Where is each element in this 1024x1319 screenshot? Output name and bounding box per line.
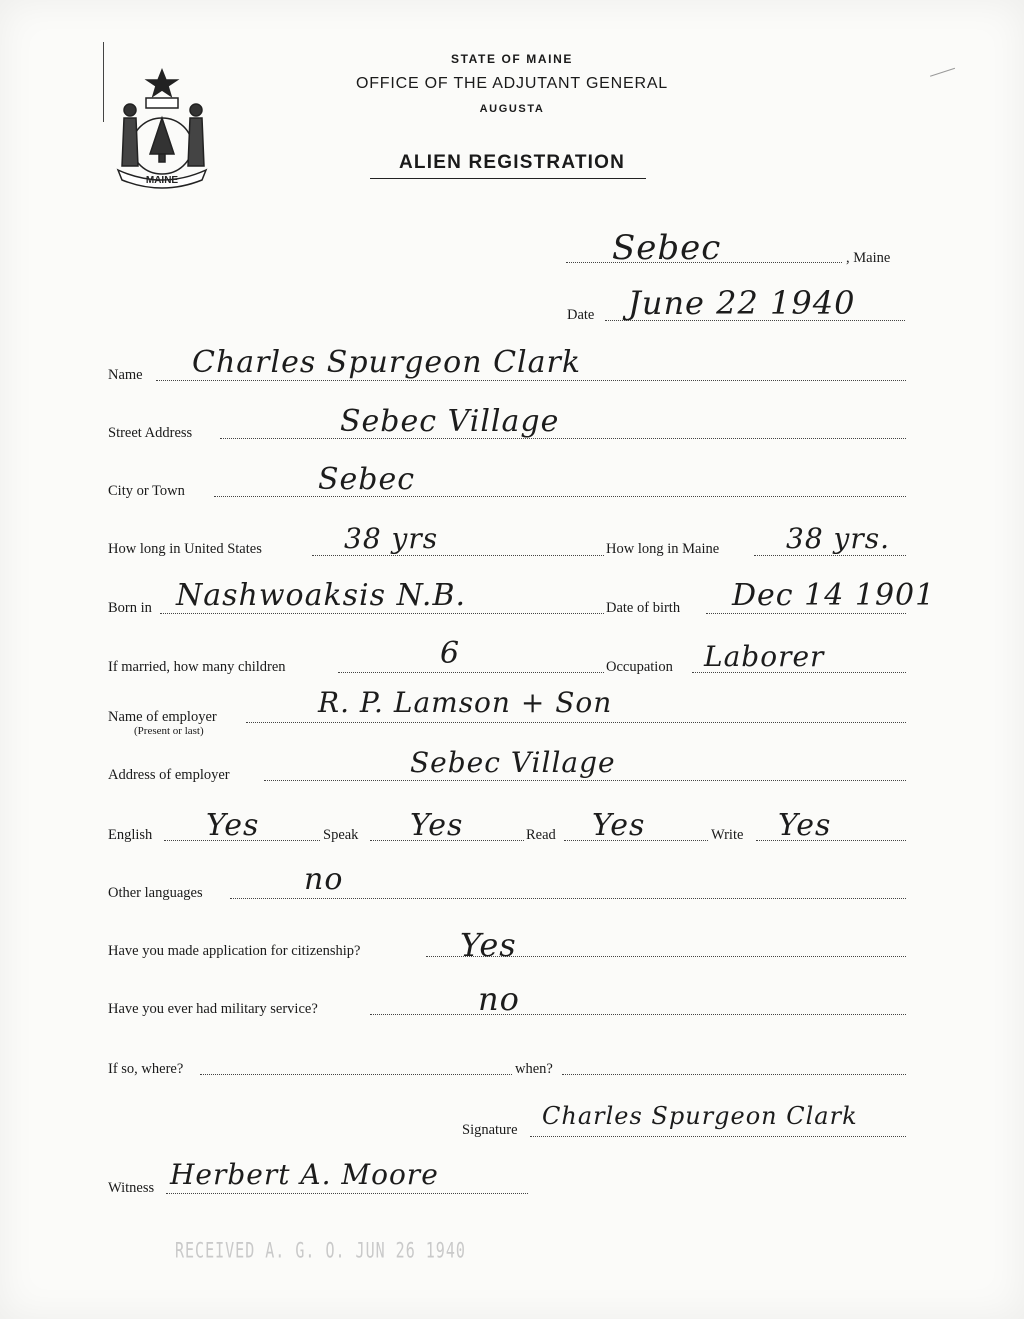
name-line: [156, 380, 906, 381]
citizenship-value: Yes: [460, 926, 517, 964]
date-of-birth-label: Date of birth: [606, 600, 681, 616]
signature-value: Charles Spurgeon Clark: [542, 1102, 858, 1130]
speak-label: Speak: [323, 827, 359, 843]
date-value: June 22 1940: [628, 284, 856, 322]
where-label: If so, where?: [108, 1061, 184, 1077]
header-office: OFFICE OF THE ADJUTANT GENERAL: [355, 75, 669, 92]
city-label: City or Town: [108, 483, 185, 499]
street-address-value: Sebec Village: [340, 404, 560, 439]
date-label: Date: [567, 307, 595, 323]
children-line: [338, 672, 604, 673]
how-long-maine-value: 38 yrs.: [786, 522, 891, 555]
how-long-us-label: How long in United States: [108, 541, 262, 557]
born-in-value: Nashwoaksis N.B.: [176, 578, 467, 613]
street-address-label: Street Address: [108, 425, 193, 441]
header-state: STATE OF MAINE: [451, 52, 573, 66]
other-languages-value: no: [304, 862, 344, 897]
signature-line: [530, 1136, 906, 1137]
street-address-line: [220, 438, 906, 439]
children-value: 6: [440, 636, 461, 671]
write-label: Write: [711, 827, 744, 843]
form-title: ALIEN REGISTRATION: [398, 152, 626, 173]
occupation-label: Occupation: [606, 659, 673, 675]
when-label: when?: [515, 1061, 553, 1077]
header-city: AUGUSTA: [479, 103, 545, 115]
other-languages-line: [230, 898, 906, 899]
occupation-value: Laborer: [704, 640, 825, 673]
military-label: Have you ever had military service?: [108, 1001, 318, 1017]
name-value: Charles Spurgeon Clark: [192, 345, 582, 380]
witness-value: Herbert A. Moore: [170, 1158, 439, 1191]
english-value: Yes: [206, 808, 260, 843]
witness-line: [166, 1193, 528, 1194]
received-stamp: RECEIVED A. G. O. JUN 26 1940: [175, 1238, 466, 1264]
write-value: Yes: [778, 808, 832, 843]
title-underline: [370, 178, 646, 179]
date-of-birth-line: [706, 613, 906, 614]
witness-label: Witness: [108, 1180, 155, 1196]
read-value: Yes: [592, 808, 646, 843]
employer-line: [246, 722, 906, 723]
how-long-us-value: 38 yrs: [344, 522, 439, 555]
employer-label: Name of employer: [108, 709, 217, 725]
where-line: [200, 1074, 512, 1075]
how-long-maine-label: How long in Maine: [606, 541, 720, 557]
other-languages-label: Other languages: [108, 885, 203, 901]
place-value: Sebec: [612, 228, 722, 268]
city-value: Sebec: [318, 462, 416, 497]
born-in-line: [160, 613, 604, 614]
employer-sublabel: (Present or last): [134, 725, 204, 737]
how-long-maine-line: [754, 555, 906, 556]
read-label: Read: [526, 827, 556, 843]
military-line: [370, 1014, 906, 1015]
how-long-us-line: [312, 555, 604, 556]
speak-value: Yes: [410, 808, 464, 843]
signature-label: Signature: [462, 1122, 518, 1138]
when-line: [562, 1074, 906, 1075]
military-value: no: [478, 980, 520, 1018]
svg-text:MAINE: MAINE: [145, 175, 179, 186]
employer-address-line: [264, 780, 906, 781]
date-of-birth-value: Dec 14 1901: [732, 578, 936, 613]
born-in-label: Born in: [108, 600, 152, 616]
employer-address-value: Sebec Village: [410, 746, 616, 779]
place-suffix: , Maine: [846, 250, 891, 266]
citizenship-label: Have you made application for citizenship?: [108, 943, 361, 959]
name-label: Name: [108, 367, 143, 383]
children-label: If married, how many children: [108, 659, 286, 675]
employer-address-label: Address of employer: [108, 767, 230, 783]
employer-value: R. P. Lamson + Son: [318, 686, 613, 719]
english-label: English: [108, 827, 153, 843]
